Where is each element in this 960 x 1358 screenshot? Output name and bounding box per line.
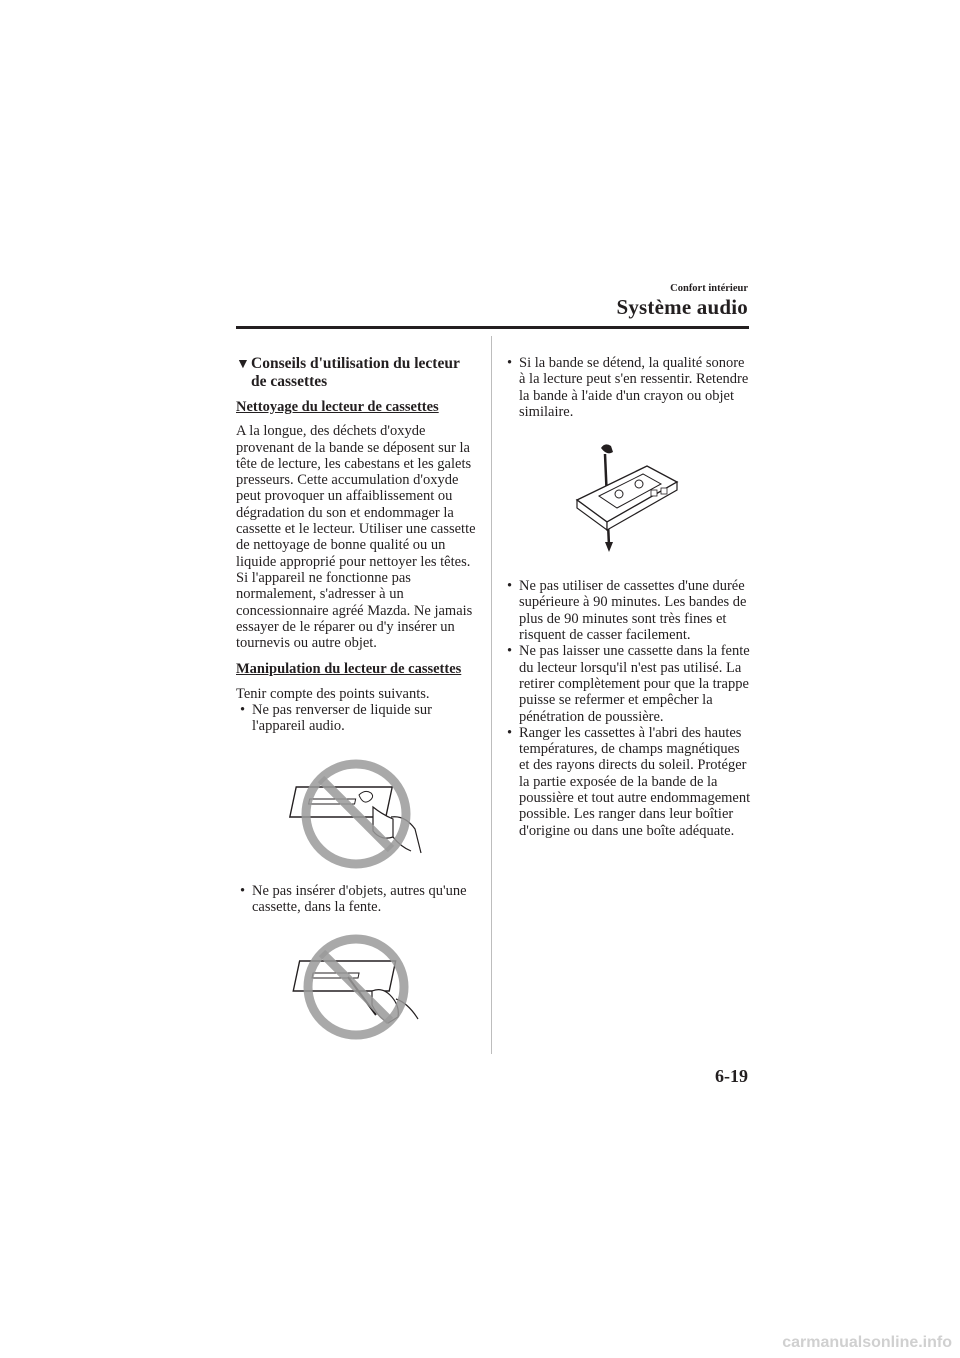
handling-heading: Manipulation du lecteur de cassettes [236,661,462,678]
header-chapter-title: Système audio [616,295,748,319]
column-divider [491,336,492,1054]
header-rule [236,326,749,329]
section-title [236,355,476,391]
list-item-text: Ne pas laisser une cassette dans la fente du lecteur lorsqu'il n'est pas utilisé. La retirer complètement pour que la trappe puisse se refermer et empêcher la pénétration de poussière. [519,643,750,725]
bullet-icon: • [507,724,513,741]
watermark: carmanualsonline.info [782,1334,952,1351]
list-item-text: Ne pas utiliser de cassettes d'une durée supérieure à 90 minutes. Les bandes de plus de 90 minutes sont très fines et risquent de casser facilement. [519,578,747,644]
list-item [503,578,753,643]
list-item [236,702,476,735]
list-item [236,883,476,916]
header-section-label: Confort intérieur [670,283,748,294]
pencil-tension-illustration [573,442,683,554]
list-item [503,355,753,420]
list-item [503,643,753,724]
right-column [503,355,753,839]
no-liquid-illustration [281,755,431,873]
bullet-icon: • [240,702,246,719]
list-item-text: Si la bande se détend, la qualité sonore à la lecture peut s'en ressentir. Retendre la bande à l'aide d'un crayon ou objet similaire. [519,355,749,420]
cleaning-heading: Nettoyage du lecteur de cassettes [236,399,439,415]
no-objects-illustration [286,931,426,1043]
bullet-icon: • [507,355,513,371]
list-item-text: Ne pas insérer d'objets, autres qu'une cassette, dans la fente. [252,882,467,915]
left-column [236,355,476,1053]
bullet-icon: • [507,643,513,660]
list-item [503,725,753,839]
list-item-text: Ne pas renverser de liquide sur l'appareil audio. [252,702,432,735]
page-number: 6-19 [715,1066,748,1086]
section-title-text: Conseils d'utilisation du lecteur de cassettes [251,355,460,390]
triangle-icon: ▼ [236,357,250,372]
bullet-icon: • [507,578,513,595]
handling-intro: Tenir compte des points suivants. [236,685,430,702]
cleaning-body: A la longue, des déchets d'oxyde provenant de la bande se déposent sur la tête de lecture, les cabestans et les galets presseurs. Cette accumulation d'oxyde peut provoquer un affaiblissement ou dégradation du son et endommager la cassette et le lecteur. Utiliser une cassette de nettoyage de bonne qualité ou un liquide approprié pour nettoyer les têtes. Si l'appareil ne fonctionne pas normalement, s'adresser à un concessionnaire agréé Mazda. Ne jamais essayer de le réparer ou d'y insérer un tournevis ou autre objet. [236,423,476,652]
list-item-text: Ranger les cassettes à l'abri des hautes températures, de champs magnétiques et des rayons directs du soleil. Protéger la partie exposée de la bande de la poussière et tout autre endommagement possible. Les ranger dans leur boîtier d'origine ou dans une boîte adéquate. [519,724,751,839]
bullet-icon: • [240,882,246,899]
